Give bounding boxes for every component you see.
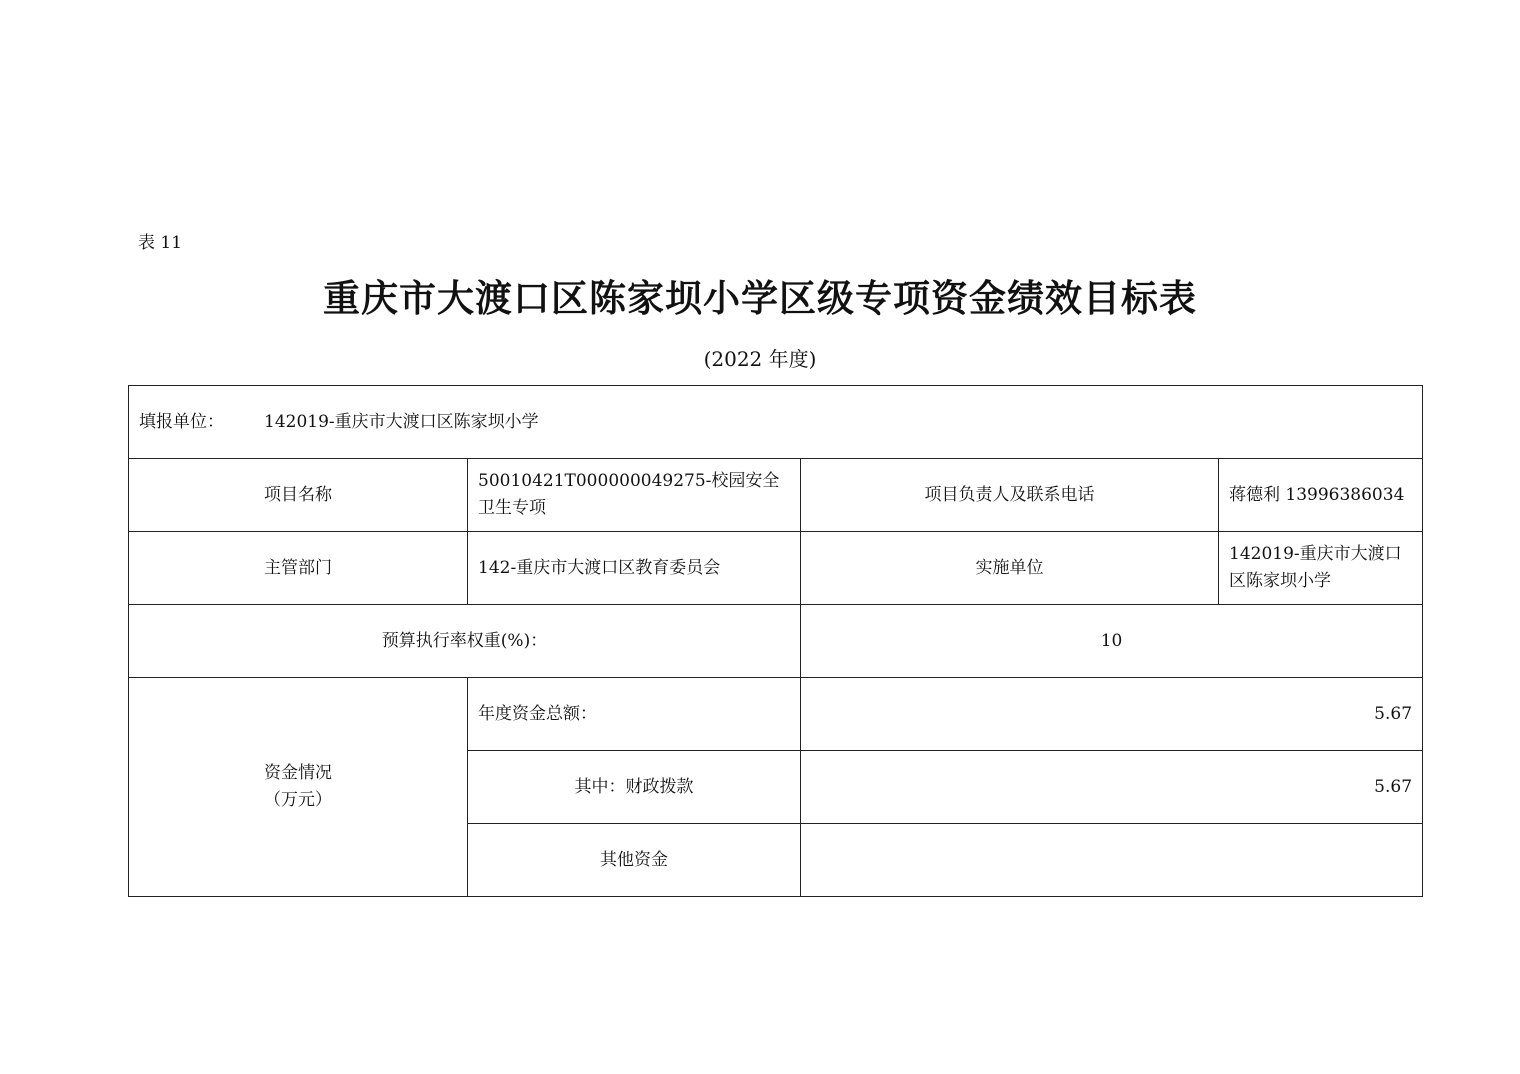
funds-label-line2: （万元） <box>264 790 332 810</box>
fiscal-value: 5.67 <box>801 751 1423 824</box>
project-leader-label: 项目负责人及联系电话 <box>801 459 1219 532</box>
budget-weight-row <box>129 605 1423 678</box>
other-funds-label: 其他资金 <box>468 824 801 897</box>
budget-weight-value: 10 <box>801 605 1423 678</box>
project-row <box>129 459 1423 532</box>
table-number: 表 11 <box>138 233 183 253</box>
funds-label <box>129 678 468 897</box>
fiscal-label: 其中：财政拨款 <box>468 751 801 824</box>
performance-target-table <box>128 385 1423 897</box>
page-subtitle: (2022 年度) <box>703 347 817 371</box>
reporting-unit-label: 填报单位： <box>139 411 224 432</box>
implementing-unit-label: 实施单位 <box>801 532 1219 605</box>
reporting-unit-value: 142019-重庆市大渡口区陈家坝小学 <box>264 411 539 432</box>
annual-total-row <box>129 678 1423 751</box>
other-funds-value <box>801 824 1423 897</box>
project-name-label: 项目名称 <box>129 459 468 532</box>
annual-total-value: 5.67 <box>801 678 1423 751</box>
department-row <box>129 532 1423 605</box>
department-label: 主管部门 <box>129 532 468 605</box>
annual-total-label: 年度资金总额： <box>468 678 801 751</box>
budget-weight-label: 预算执行率权重(%)： <box>129 605 801 678</box>
project-name-value: 50010421T000000049275-校园安全卫生专项 <box>468 459 801 532</box>
project-leader-value: 蒋德利 13996386034 <box>1219 459 1423 532</box>
reporting-unit-cell <box>129 386 1423 459</box>
reporting-unit-row <box>129 386 1423 459</box>
department-value: 142-重庆市大渡口区教育委员会 <box>468 532 801 605</box>
implementing-unit-value: 142019-重庆市大渡口区陈家坝小学 <box>1219 532 1423 605</box>
page-title: 重庆市大渡口区陈家坝小学区级专项资金绩效目标表 <box>323 277 1197 320</box>
funds-label-line1: 资金情况 <box>264 763 332 783</box>
